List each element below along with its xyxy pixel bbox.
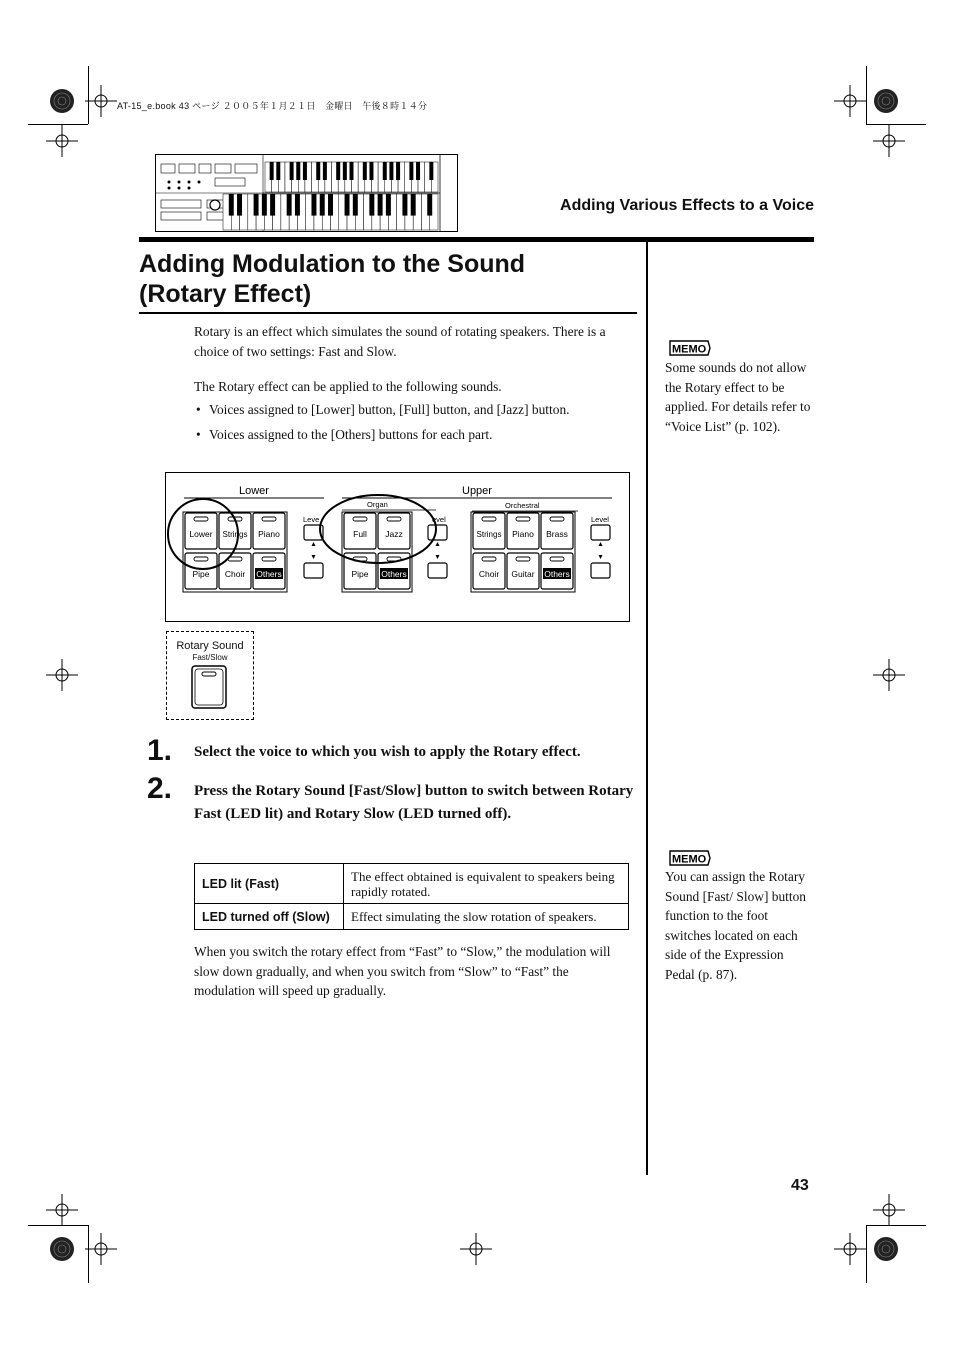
led-indicator: [387, 517, 401, 521]
svg-text:MEMO: MEMO: [672, 343, 707, 356]
table-cell-effect: Effect simulating the slow rotation of speakers.: [344, 904, 629, 930]
black-key: [369, 162, 373, 180]
memo-text: Some sounds do not allow the Rotary effect to be applied. For details refer to “Voice List” (p. 102).: [665, 360, 811, 434]
black-key: [229, 194, 234, 216]
lower-group-label: Lower: [239, 485, 269, 497]
memo-icon: [668, 848, 712, 868]
voice-button-label: Choir: [224, 569, 246, 579]
black-key: [262, 194, 267, 216]
black-key: [429, 162, 433, 180]
voice-button-label: Pipe: [192, 569, 210, 579]
led-indicator: [550, 517, 564, 521]
orchestral-group-label: Orchestral: [505, 501, 540, 510]
voice-button-label: Strings: [476, 530, 502, 539]
voice-button-label: Guitar: [511, 569, 535, 579]
voice-button-label: Brass: [546, 529, 568, 539]
rotary-sound-subtitle: Fast/Slow: [192, 653, 228, 662]
led-indicator: [262, 557, 276, 561]
black-key: [383, 162, 387, 180]
table-row: [195, 904, 629, 930]
black-key: [353, 194, 358, 216]
rotary-fast-slow-button[interactable]: [191, 665, 229, 711]
bullet-item: • Voices assigned to [Lower] button, [Full] button, and [Jazz] button.: [194, 400, 630, 420]
bullet-item: • Voices assigned to the [Others] buttons for each part.: [194, 425, 630, 445]
table-row: [195, 864, 629, 904]
step-number: 2.: [147, 772, 173, 805]
outro-paragraph: When you switch the rotary effect from “Fast” to “Slow,” the modulation will slow down gradually, and when you switch from “Slow” to “Fast” the modulation will speed up gradually.: [194, 944, 611, 998]
orchestral-level-down-button[interactable]: [591, 563, 610, 578]
black-key: [402, 194, 407, 216]
led-indicator: [194, 557, 208, 561]
black-key: [237, 194, 242, 216]
panel-diagram: [166, 473, 628, 620]
black-key: [254, 194, 259, 216]
lower-level-down-button[interactable]: [304, 563, 323, 578]
black-key: [323, 162, 327, 180]
black-key: [345, 194, 350, 216]
upper-group-label: Upper: [462, 485, 492, 497]
level-label-partial: Leve: [303, 515, 320, 524]
voice-button-label: Others: [381, 569, 407, 579]
led-state-table: [194, 863, 629, 930]
voice-button-label: Full: [353, 529, 367, 539]
voice-button-label: Jazz: [385, 529, 403, 539]
voice-button-label: Choir: [478, 569, 500, 579]
memo-icon: [668, 338, 712, 358]
voice-button-label: Lower: [189, 529, 213, 539]
page-title-line-2: (Rotary Effect): [139, 280, 312, 308]
led-indicator: [516, 557, 530, 561]
black-key: [343, 162, 347, 180]
black-key: [296, 162, 300, 180]
organ-group-label: Organ: [367, 500, 388, 509]
black-key: [409, 162, 413, 180]
led-indicator: [353, 517, 367, 521]
applies-to-intro: The Rotary effect can be applied to the following sounds.: [194, 379, 502, 394]
black-key: [378, 194, 383, 216]
organ-illustration: [155, 154, 458, 232]
led-indicator: [194, 517, 208, 521]
black-key: [416, 162, 420, 180]
title-rule: [139, 312, 637, 314]
orchestral-level-up-button[interactable]: [591, 525, 610, 540]
led-indicator: [550, 557, 564, 561]
organ-level-up-button[interactable]: [428, 525, 447, 540]
rotary-sound-box: [166, 631, 254, 720]
led-indicator: [482, 557, 496, 561]
page-number: 43: [791, 1177, 809, 1194]
black-key: [328, 194, 333, 216]
sidebar-rule: [646, 242, 648, 1175]
black-key: [386, 194, 391, 216]
led-indicator: [262, 517, 276, 521]
intro-paragraph: Rotary is an effect which simulates the sound of rotating speakers. There is a choice of two settings: Fast and Slow.: [194, 324, 606, 359]
black-key: [363, 162, 367, 180]
black-key: [303, 162, 307, 180]
black-key: [389, 162, 393, 180]
black-key: [427, 194, 432, 216]
print-header: AT-15_e.book 43 ページ ２００５年１月２１日 金曜日 午後８時１４分: [117, 101, 428, 111]
page-title-line-1: Adding Modulation to the Sound: [139, 250, 526, 278]
step-number: 1.: [147, 734, 173, 767]
rotary-sound-title: Rotary Sound: [176, 640, 244, 652]
voice-button-label: Piano: [512, 529, 534, 539]
black-key: [320, 194, 325, 216]
voice-button-label: Pipe: [351, 569, 369, 579]
black-key: [270, 194, 275, 216]
black-key: [290, 162, 294, 180]
voice-button-label: Others: [256, 569, 282, 579]
black-key: [396, 162, 400, 180]
table-cell-state: LED turned off (Slow): [195, 904, 344, 930]
table-cell-effect: The effect obtained is equivalent to speakers being rapidly rotated.: [344, 864, 629, 904]
bullet-list: [194, 400, 630, 449]
header-rule: [139, 237, 814, 242]
memo-text: You can assign the Rotary Sound [Fast/ Slow] button function to the foot switches located on each side of the Expression Pedal (p. 87).: [665, 869, 806, 982]
svg-text:MEMO: MEMO: [672, 853, 707, 866]
page-title: [139, 249, 639, 309]
organ-level-down-button[interactable]: [428, 563, 447, 578]
black-key: [411, 194, 416, 216]
black-key: [369, 194, 374, 216]
black-key: [311, 194, 316, 216]
black-key: [336, 162, 340, 180]
voice-button-label: Others: [544, 569, 570, 579]
step-text: Select the voice to which you wish to apply the Rotary effect.: [194, 744, 581, 760]
black-key: [295, 194, 300, 216]
led-indicator: [482, 517, 496, 521]
level-label: Level: [591, 515, 609, 524]
voice-button-label: Piano: [258, 529, 280, 539]
voice-button-label: Strings: [222, 530, 248, 539]
table-cell-state: LED lit (Fast): [195, 864, 344, 904]
black-key: [350, 162, 354, 180]
led-indicator: [516, 517, 530, 521]
black-key: [270, 162, 274, 180]
black-key: [287, 194, 292, 216]
level-label-partial: evel: [432, 515, 446, 524]
black-key: [276, 162, 280, 180]
step-text: Press the Rotary Sound [Fast/Slow] button to switch between Rotary Fast (LED lit) and Rotary Slow (LED turned off).: [194, 783, 634, 822]
black-key: [316, 162, 320, 180]
running-head: Adding Various Effects to a Voice: [560, 197, 814, 214]
